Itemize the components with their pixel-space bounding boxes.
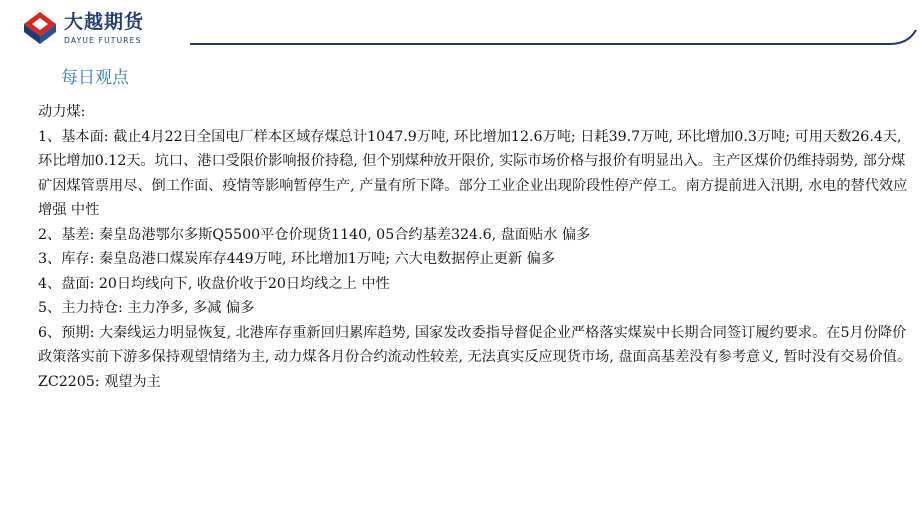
report-point-fundamentals: 1、基本面: 截止4月22日全国电厂样本区域存煤总计1047.9万吨, 环比增加12.6万吨; 日耗39.7万吨, 环比增加0.3万吨; 可用天数26.4天, 环比增加0.12天。坑口、港口受限价影响报价持稳, 但个别煤种放开限价, 实际市场价格与报价有明显出入。主产区煤价仍维持弱势, 部分煤矿因煤管票用尽、倒工作面、疫情等影响暂停生产, 产量有所下降。部分工业企业出现阶段性停产停工。南方提前进入汛期, 水电的替代效应增强 中性: [38, 128, 908, 218]
report-point-outlook: 6、预期: 大秦线运力明显恢复, 北港库存重新回归累库趋势, 国家发改委指导督促企业严格落实煤炭中长期合同签订履约要求。在5月份降价政策落实前下游多保持观望情绪为主, 动力煤各月份合约流动性较差, 无法真实反应现货市场, 盘面高基差没有参考意义, 暂时没有交易价值。ZC2205: 观望为主: [38, 324, 912, 390]
section-title: 每日观点: [61, 68, 129, 88]
report-point-basis: 2、基差: 秦皇岛港鄂尔多斯Q5500平仓价现货1140, 05合约基差324.6, 盘面贴水 偏多: [38, 226, 591, 243]
report-point-inventory: 3、库存: 秦皇岛港口煤炭库存449万吨, 环比增加1万吨; 六大电数据停止更新 偏多: [38, 251, 556, 267]
header: [0, 0, 920, 56]
brand-name-cn: 大越期货: [64, 11, 145, 33]
report-heading: 动力煤:: [38, 104, 86, 120]
brand-name-en: DAYUE FUTURES: [64, 36, 142, 45]
report-point-market: 4、盘面: 20日均线向下, 收盘价收于20日均线之上 中性: [38, 275, 390, 292]
report-body: [38, 100, 914, 394]
report-point-positions: 5、主力持仓: 主力净多, 多减 偏多: [38, 300, 255, 316]
dayue-logo-icon: [22, 10, 58, 46]
